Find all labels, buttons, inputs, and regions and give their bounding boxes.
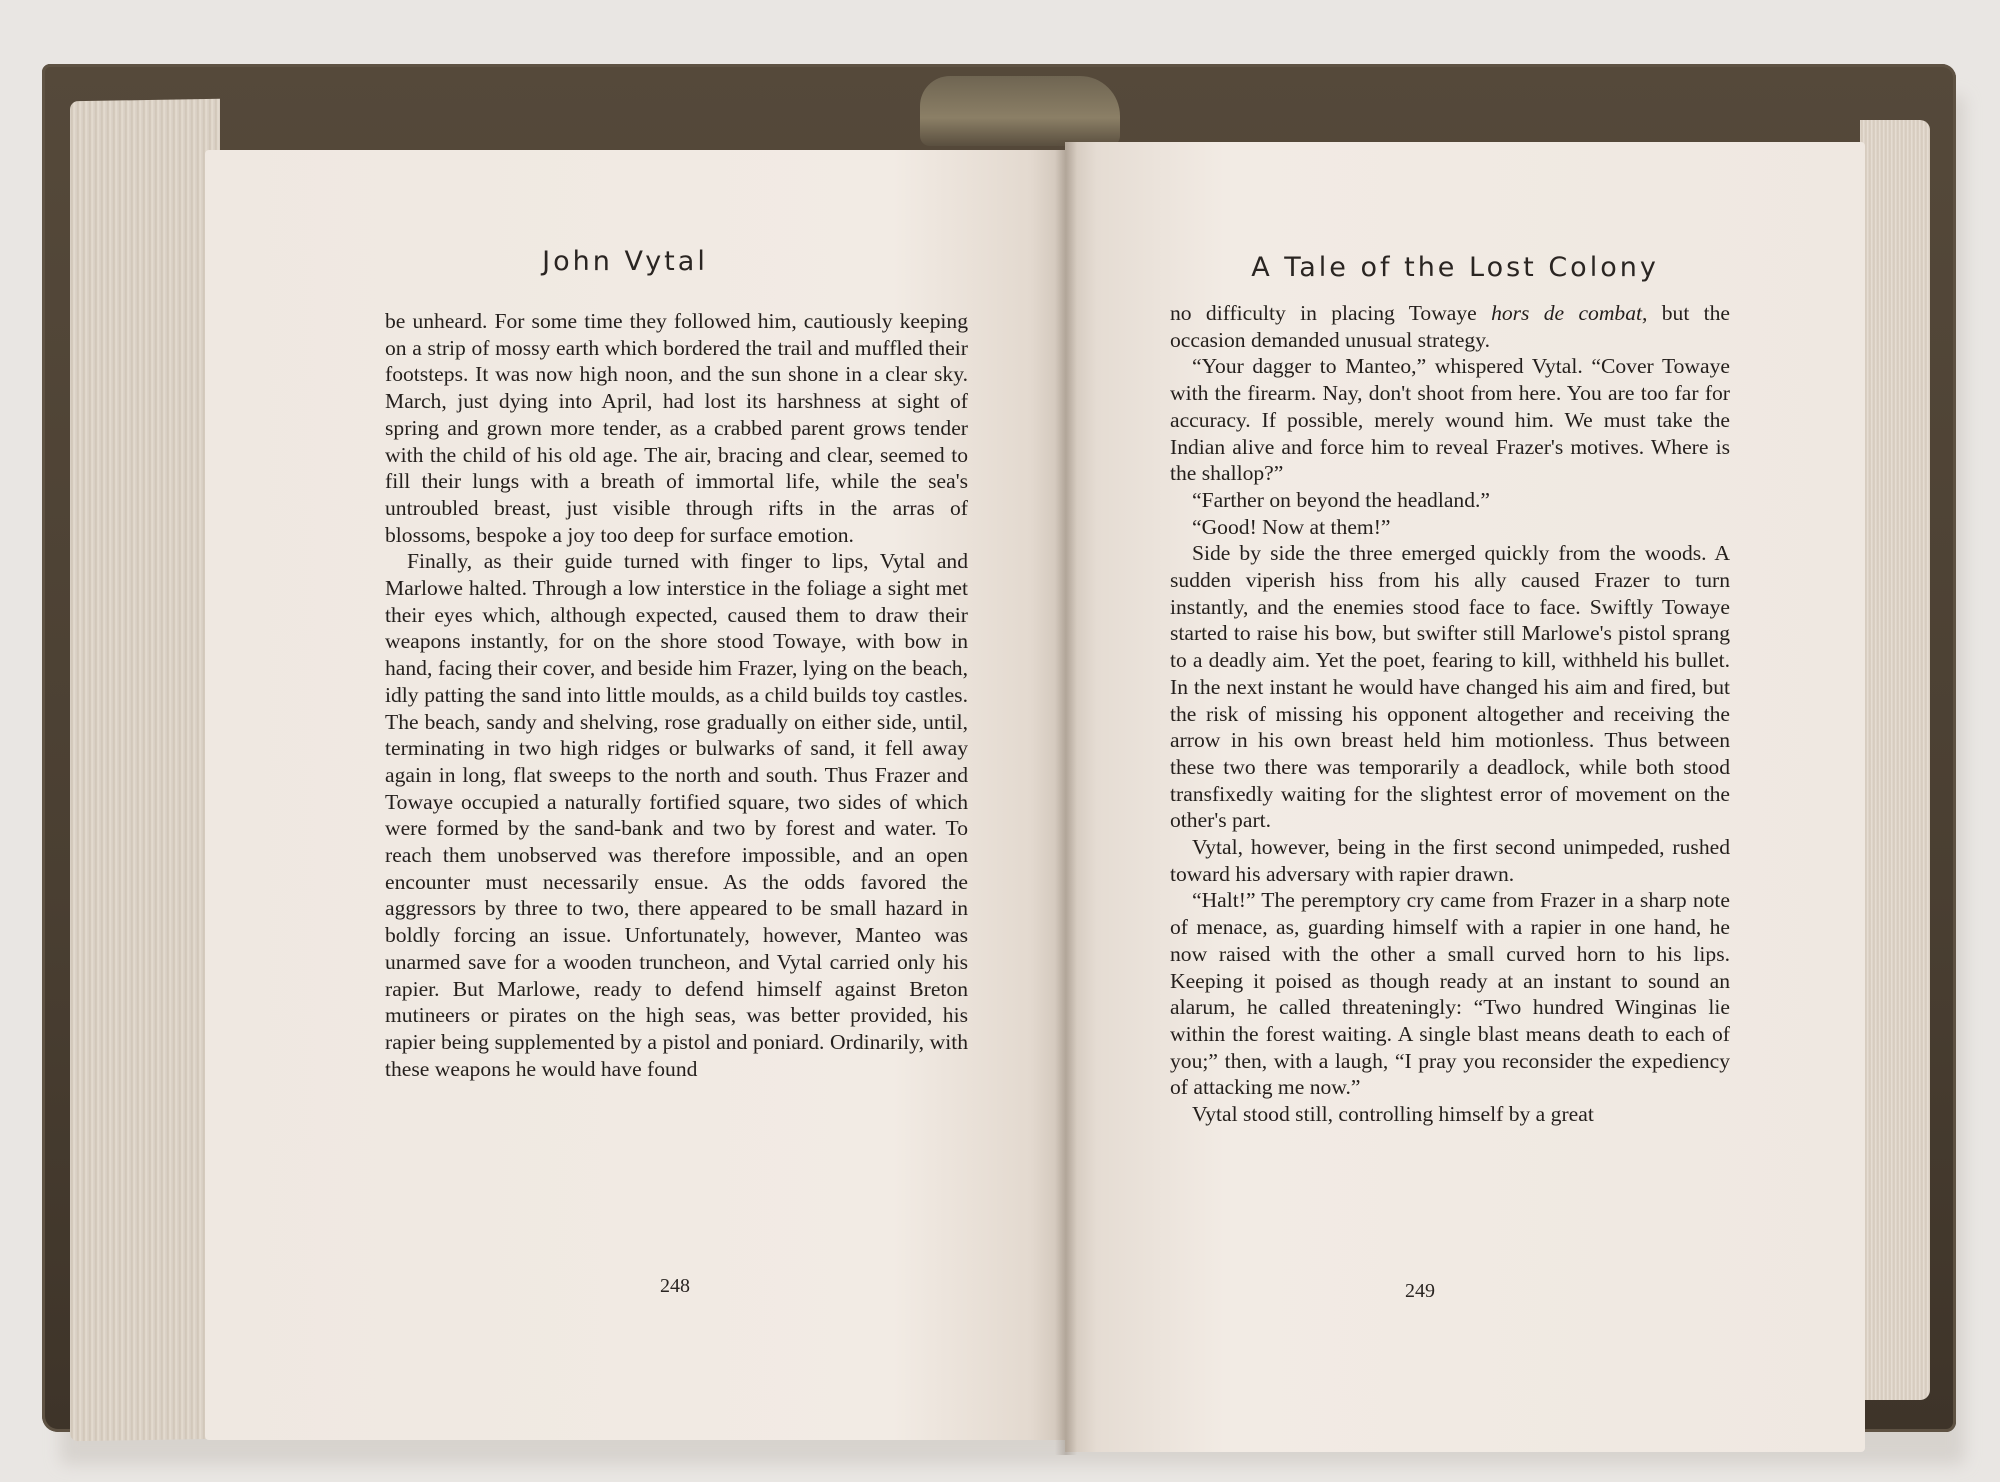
right-page-body xyxy=(1170,300,1730,1128)
paragraph: Vytal stood still, controlling himself by a great xyxy=(1192,1102,1594,1127)
paragraph xyxy=(1170,300,1730,353)
torn-spine xyxy=(920,76,1120,146)
left-page-body xyxy=(385,308,968,1082)
text-run: but the occasion demanded unusual strategy. xyxy=(1170,301,1730,352)
paragraph: “Your dagger to Manteo,” whispered Vytal. “Cover Towaye with the firearm. Nay, don't shoot from here. You are too far for accuracy. If possible, merely wound him. We must take the Indian alive and force him to reveal Frazer's motives. Where is the shallop?” xyxy=(1170,354,1730,486)
paragraph: be unheard. For some time they followed him, cautiously keeping on a strip of mossy earth which bordered the trail and muffled their footsteps. It was now high noon, and the sun shone in a clear sky. March, just dying into April, had lost its harshness at sight of spring and grown more tender, as a crabbed parent grows tender with the child of his old age. The air, bracing and clear, seemed to fill their lungs with a breath of immortal life, while the sea's untroubled breast, just visible through rifts in the arras of blossoms, bespoke a joy too deep for surface emotion. xyxy=(385,309,968,547)
page-number-left: 248 xyxy=(660,1275,690,1297)
paragraph: “Halt!” The peremptory cry came from Frazer in a sharp note of menace, as, guarding himself with a rapier in one hand, he now raised with the other a small curved horn to his lips. Keeping it poised as though ready at an instant to sound an alarum, he called threateningly: “Two hundred Winginas lie within the forest waiting. A single blast means death to each of you;” then, with a laugh, “I pray you reconsider the expediency of attacking me now.” xyxy=(1170,888,1730,1100)
paragraph: “Farther on beyond the headland.” xyxy=(1192,487,1491,512)
running-head-right: A Tale of the Lost Colony xyxy=(1251,252,1659,283)
left-page-edges xyxy=(70,99,220,1442)
paragraph: “Good! Now at them!” xyxy=(1192,514,1391,539)
paragraph: Vytal, however, being in the first second unimpeded, rushed toward his adversary with rapier drawn. xyxy=(1170,835,1730,886)
paragraph: Side by side the three emerged quickly from the woods. A sudden viperish hiss from his ally caused Frazer to turn instantly, and the enemies stood face to face. Swiftly Towaye started to raise his bow, but swifter still Marlowe's pistol sprang to a deadly aim. Yet the poet, fearing to kill, withheld his bullet. In the next instant he would have changed his aim and fired, but the risk of missing his opponent altogether and receiving the arrow in his own breast held him motionless. Thus between these two there was temporarily a deadlock, while both stood transfixedly waiting for the slightest error of movement on the other's part. xyxy=(1170,541,1730,833)
italic-phrase: hors de combat, xyxy=(1491,301,1648,325)
right-page-edges xyxy=(1860,120,1930,1400)
running-head-left: John Vytal xyxy=(542,246,708,277)
page-number-right: 249 xyxy=(1405,1280,1435,1302)
left-page xyxy=(205,150,1065,1440)
text-run: no difficulty in placing Towaye xyxy=(1170,301,1492,325)
paragraph: Finally, as their guide turned with finger to lips, Vytal and Marlowe halted. Through a low interstice in the foliage a sight met their eyes which, although expected, caused them to draw their weapons instantly, for on the shore stood Towaye, with bow in hand, facing their cover, and beside him Frazer, lying on the beach, idly patting the sand into little moulds, as a child builds toy castles. The beach, sandy and shelving, rose gradually on either side, until, terminating in two high ridges or bulwarks of sand, it fell away again in long, flat sweeps to the north and south. Thus Frazer and Towaye occupied a naturally fortified square, two sides of which were formed by the sand-bank and two by forest and water. To reach them unobserved was therefore impossible, and an open encounter must necessarily ensue. As the odds favored the aggressors by three to two, there appeared to be small hazard in boldly forcing an issue. Unfortunately, however, Manteo was unarmed save for a wooden truncheon, and Vytal carried only his rapier. But Marlowe, ready to defend himself against Breton mutineers or pirates on the high seas, was better provided, his rapier being supplemented by a pistol and poniard. Ordinarily, with these weapons he would have found xyxy=(385,549,968,1081)
book-gutter xyxy=(1055,140,1077,1455)
right-page xyxy=(1065,142,1865,1452)
